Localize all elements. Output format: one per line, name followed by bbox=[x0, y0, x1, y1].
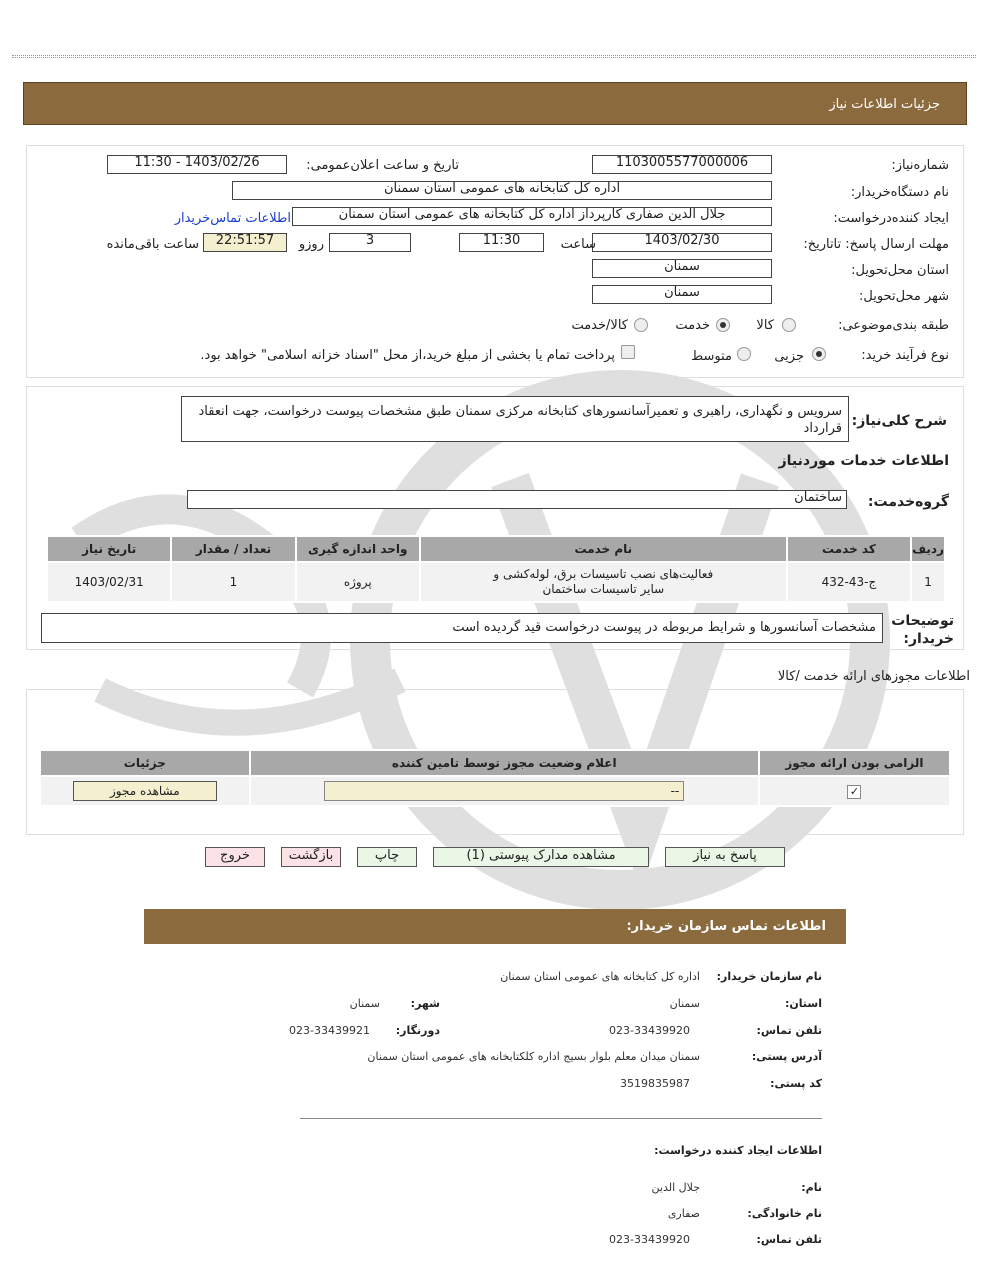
city-label: شهر محل‌تحویل: bbox=[859, 289, 949, 304]
province-label: استان محل‌تحویل: bbox=[851, 263, 949, 278]
col-name: نام خدمت bbox=[420, 536, 787, 562]
process-label: نوع فرآیند خرید: bbox=[861, 348, 949, 363]
permit-status-cell bbox=[250, 776, 759, 806]
col-row: ردیف bbox=[911, 536, 945, 562]
announce-label: تاریخ و ساعت اعلان‌عمومی: bbox=[306, 158, 459, 173]
permit-status-select[interactable]: -- bbox=[324, 781, 684, 801]
contact-city-value: سمنان bbox=[349, 997, 380, 1010]
buyer-notes-label bbox=[891, 612, 954, 648]
row-qty: 1 bbox=[171, 562, 295, 602]
creator-field: جلال الدین صفاری کارپرداز اداره کل کتابخانه های عمومی استان سمنان bbox=[292, 207, 772, 226]
buyer-notes-box: مشخصات آسانسورها و شرایط مربوطه در پیوست درخواست قید گردیده است bbox=[41, 613, 883, 643]
process-radio-medium[interactable] bbox=[737, 347, 751, 361]
description-label: شرح کلی‌نیاز: bbox=[851, 413, 947, 429]
contact-postal-label: کد پستی: bbox=[770, 1077, 822, 1090]
category-radio-goods[interactable] bbox=[782, 318, 796, 332]
col-qty: تعداد / مقدار bbox=[171, 536, 295, 562]
city-field: سمنان bbox=[592, 285, 772, 304]
services-table-header bbox=[47, 536, 945, 562]
contact-address-label: آدرس پستی: bbox=[751, 1050, 822, 1063]
category-label: طبقه بندی‌موضوعی: bbox=[838, 318, 949, 333]
col-status: اعلام وضعیت مجوز توسط تامین کننده bbox=[250, 750, 759, 776]
creator-name-label: نام: bbox=[801, 1181, 822, 1194]
col-code: کد خدمت bbox=[787, 536, 911, 562]
buyer-org-label: نام دستگاه‌خریدار: bbox=[850, 185, 949, 200]
contact-header-bar bbox=[144, 909, 846, 944]
process-option-minor: جزیی bbox=[774, 349, 804, 364]
buyer-contact-link[interactable]: اطلاعات تماس‌خریدار bbox=[174, 211, 291, 226]
creator-name-value: جلال الدین bbox=[651, 1181, 700, 1194]
row-code: ج-43-432 bbox=[787, 562, 911, 602]
contact-address-value: سمنان میدان معلم بلوار بسیج اداره کلکتابخانه های عمومی استان سمنان bbox=[367, 1050, 700, 1063]
treasury-checkbox[interactable] bbox=[621, 345, 635, 359]
top-divider bbox=[12, 55, 976, 58]
row-name-text: فعالیت‌های نصب تاسیسات برق، لوله‌کشی و سایر تاسیسات ساختمان bbox=[493, 567, 714, 596]
category-option-goods: کالا bbox=[756, 318, 774, 333]
remaining-label: ساعت باقی‌مانده bbox=[106, 237, 199, 252]
contact-divider bbox=[300, 1118, 822, 1119]
service-group-label: گروه‌خدمت: bbox=[867, 494, 949, 510]
buyer-notes-label-text: توضیحات خریدار: bbox=[891, 613, 954, 647]
exit-button[interactable]: خروج bbox=[205, 847, 265, 867]
contact-postal-value: 3519835987 bbox=[620, 1077, 690, 1090]
need-number-label: شماره‌نیاز: bbox=[891, 158, 949, 173]
contact-city-label: شهر: bbox=[410, 997, 440, 1010]
permit-details-cell bbox=[40, 776, 250, 806]
category-radio-goods-service[interactable] bbox=[634, 318, 648, 332]
days-field: 3 bbox=[329, 233, 411, 252]
days-label: روزو bbox=[298, 237, 324, 252]
view-permit-button[interactable]: مشاهده مجوز bbox=[73, 781, 217, 801]
row-name bbox=[420, 562, 787, 602]
page-header-bar bbox=[23, 82, 967, 125]
contact-fax-label: دورنگار: bbox=[395, 1024, 440, 1037]
category-option-service: خدمت bbox=[675, 318, 710, 333]
deadline-label: مهلت ارسال پاسخ: تاتاریخ: bbox=[803, 237, 949, 252]
page-title: جزئیات اطلاعات نیاز bbox=[829, 97, 940, 112]
description-text: سرویس و نگهداری، راهبری و تعمیرآسانسورهای کتابخانه مرکزی سمنان طبق مشخصات پیوست درخواست، جهت انعقاد قرارداد bbox=[198, 404, 842, 436]
contact-org-value: اداره کل کتابخانه های عمومی استان سمنان bbox=[500, 970, 700, 983]
permit-required-cell bbox=[759, 776, 950, 806]
deadline-time-field: 11:30 bbox=[459, 233, 544, 252]
treasury-note: پرداخت تمام یا بخشی از مبلغ خرید،از محل "اسناد خزانه اسلامی" خواهد بود. bbox=[200, 348, 615, 363]
deadline-date-field: 1403/02/30 bbox=[592, 233, 772, 252]
announce-date-field: 1403/02/26 - 11:30 bbox=[107, 155, 287, 174]
col-unit: واحد اندازه گیری bbox=[296, 536, 420, 562]
permit-required-checkbox[interactable]: ✓ bbox=[847, 785, 861, 799]
attachments-button[interactable]: مشاهده مدارک پیوستی (1) bbox=[433, 847, 649, 867]
table-row bbox=[40, 776, 950, 806]
row-unit: پروژه bbox=[296, 562, 420, 602]
time-label: ساعت bbox=[560, 237, 596, 252]
need-info-panel bbox=[26, 145, 964, 378]
description-box bbox=[181, 396, 849, 442]
process-radio-minor[interactable] bbox=[812, 347, 826, 361]
process-option-medium: متوسط bbox=[691, 349, 732, 364]
creator-phone-value: 023-33439920 bbox=[609, 1233, 690, 1246]
contact-fax-value: 023-33439921 bbox=[289, 1024, 370, 1037]
table-row bbox=[47, 562, 945, 602]
back-button[interactable]: بازگشت bbox=[281, 847, 341, 867]
contact-phone-value: 023-33439920 bbox=[609, 1024, 690, 1037]
buyer-org-field: اداره کل کتابخانه های عمومی استان سمنان bbox=[232, 181, 772, 200]
permits-title: اطلاعات مجوزهای ارائه خدمت /کالا bbox=[777, 669, 970, 684]
creator-family-label: نام خانوادگی: bbox=[747, 1207, 822, 1220]
contact-org-label: نام سازمان خریدار: bbox=[716, 970, 822, 983]
row-date: 1403/02/31 bbox=[47, 562, 171, 602]
contact-phone-label: تلفن تماس: bbox=[756, 1024, 822, 1037]
remaining-time-field: 22:51:57 bbox=[203, 233, 287, 252]
col-details: جزئیات bbox=[40, 750, 250, 776]
category-radio-service[interactable] bbox=[716, 318, 730, 332]
creator-family-value: صفاری bbox=[667, 1207, 700, 1220]
col-required: الزامی بودن ارائه مجوز bbox=[759, 750, 950, 776]
province-field: سمنان bbox=[592, 259, 772, 278]
contact-header: اطلاعات تماس سازمان خریدار: bbox=[626, 919, 826, 934]
print-button[interactable]: چاپ bbox=[357, 847, 417, 867]
service-group-field: ساختمان bbox=[187, 490, 847, 509]
creator-phone-label: تلفن تماس: bbox=[756, 1233, 822, 1246]
category-option-goods-service: کالا/خدمت bbox=[571, 318, 628, 333]
permits-table bbox=[39, 749, 951, 807]
row-index: 1 bbox=[911, 562, 945, 602]
permits-table-header bbox=[40, 750, 950, 776]
contact-province-label: استان: bbox=[785, 997, 822, 1010]
reply-button[interactable]: پاسخ به نیاز bbox=[665, 847, 785, 867]
creator-info-header: اطلاعات ایجاد کننده درخواست: bbox=[654, 1144, 822, 1157]
contact-province-value: سمنان bbox=[669, 997, 700, 1010]
services-section-title: اطلاعات خدمات مورد‌نیاز bbox=[778, 453, 949, 469]
services-table bbox=[46, 535, 946, 603]
creator-label: ایجاد کننده‌درخواست: bbox=[833, 211, 949, 226]
col-date: تاریخ نیاز bbox=[47, 536, 171, 562]
need-number-field: 1103005577000006 bbox=[592, 155, 772, 174]
